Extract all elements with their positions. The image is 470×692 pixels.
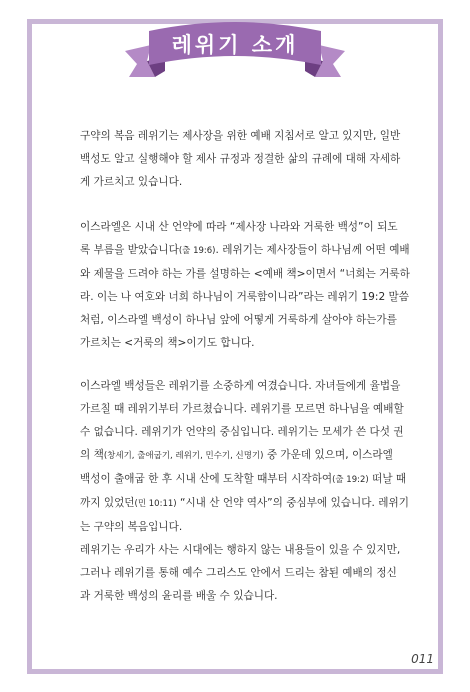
scripture-reference: (창세기, 출애굽기, 레위기, 민수기, 신명기) <box>103 451 264 461</box>
text-segment: 수 없습니다. 레위기가 언약의 중심입니다. 레위기는 모세가 쓴 다섯 권 <box>80 426 404 438</box>
text-segment: 구약의 복음 레위기는 제사장을 위한 예배 지침서로 알고 있지만, 일반 <box>80 130 401 142</box>
text-segment: 레위기는 우리가 사는 시대에는 행하지 않는 내용들이 있을 수 있지만, <box>80 544 401 556</box>
text-line <box>80 492 410 516</box>
paragraph-3 <box>80 375 410 539</box>
text-line <box>80 375 410 398</box>
text-line <box>80 421 410 444</box>
text-segment: 중 가운데 있으며, 이스라엘 <box>263 449 393 461</box>
title-banner <box>125 17 345 85</box>
text-line <box>80 562 410 585</box>
text-segment: 이스라엘 백성들은 레위기를 소중하게 여겼습니다. 자녀들에게 율법을 <box>80 380 401 392</box>
text-line <box>80 468 410 492</box>
scripture-reference: (출 19:2) <box>332 475 369 485</box>
text-segment: 록 부름을 받았습니다 <box>80 244 179 256</box>
text-segment: 게 가르치고 있습니다. <box>80 176 183 188</box>
text-line <box>80 444 410 468</box>
text-line <box>80 516 410 539</box>
text-segment: . 레위기는 제사장들이 하나님께 어떤 예배 <box>215 244 410 256</box>
scripture-reference: (출 19:6) <box>178 246 216 256</box>
text-segment: 과 거룩한 백성의 윤리를 배울 수 있습니다. <box>80 590 278 602</box>
text-line <box>80 125 410 148</box>
text-segment: 백성이 출애굽 한 후 시내 산에 도착할 때부터 시작하여 <box>80 473 333 485</box>
text-segment: 백성도 알고 실행해야 할 제사 규정과 정결한 삶의 규례에 대해 자세하 <box>80 153 401 165</box>
text-line <box>80 332 410 355</box>
scripture-reference: (민 10:11) <box>134 499 177 509</box>
text-line <box>80 585 410 608</box>
text-segment: “시내 산 언약 역사”의 중심부에 있습니다. 레위기 <box>176 497 409 509</box>
text-line <box>80 309 410 332</box>
text-line <box>80 148 410 171</box>
text-line <box>80 286 410 309</box>
text-line <box>80 539 410 562</box>
text-segment: 까지 있었던 <box>80 497 135 509</box>
page-title: 레위기 소개 <box>171 33 299 57</box>
text-segment: 가르치는 <거룩의 책>이기도 합니다. <box>80 337 255 349</box>
page-number: 011 <box>411 652 434 666</box>
text-line <box>80 216 410 239</box>
paragraph-1 <box>80 125 410 194</box>
text-segment: 그러나 레위기를 통해 예수 그리스도 안에서 드리는 참된 예배의 정신 <box>80 567 397 579</box>
text-line <box>80 398 410 421</box>
text-segment: 라. 이는 나 여호와 너희 하나님이 거룩함이니라”라는 레위기 19:2 말씀 <box>80 291 410 303</box>
text-segment: 의 책 <box>80 449 104 461</box>
text-segment: 가르칠 때 레위기부터 가르쳤습니다. 레위기를 모르면 하나님을 예배할 <box>80 403 404 415</box>
text-segment: 이스라엘은 시내 산 언약에 따라 “제사장 나라와 거룩한 백성”이 되도 <box>80 221 398 233</box>
text-line <box>80 171 410 194</box>
text-segment: 는 구약의 복음입니다. <box>80 521 183 533</box>
text-line <box>80 263 410 286</box>
text-segment: 처럼, 이스라엘 백성이 하나님 앞에 어떻게 거룩하게 살아야 하는가를 <box>80 314 397 326</box>
paragraph-4 <box>80 539 410 608</box>
text-line <box>80 239 410 263</box>
paragraph-2 <box>80 216 410 355</box>
text-segment: 떠날 때 <box>368 473 407 485</box>
text-segment: 와 제물을 드려야 하는 가를 설명하는 <예배 책>이면서 “너희는 거룩하 <box>80 268 410 280</box>
